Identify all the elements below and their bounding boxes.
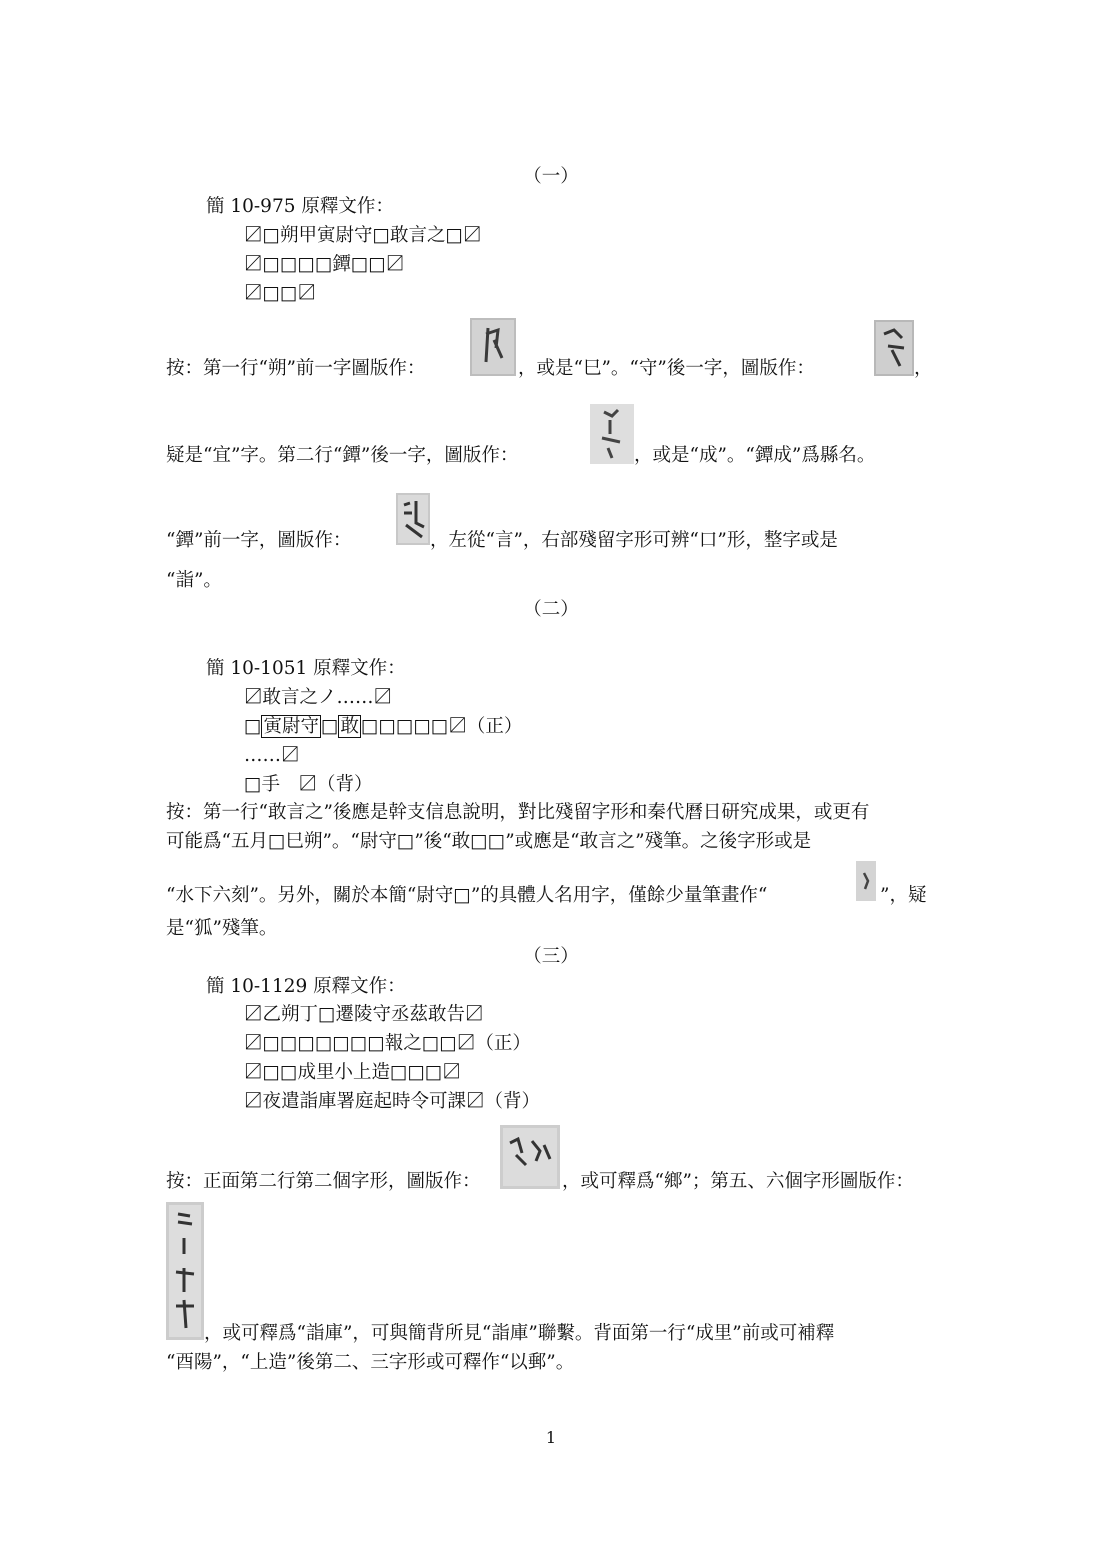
boxed-characters: 敢	[340, 716, 359, 737]
section-3-transcription-line: 〼□□□□□□□報之□□〼（正）	[244, 1033, 531, 1054]
section-2-note: 按：第一行“敢言之”後應是幹支信息說明，對比殘留字形和秦代曆日研究成果，或更有	[166, 802, 870, 823]
slip-fragment-image	[396, 493, 430, 545]
section-1-transcription-line: 〼□□〼	[244, 283, 316, 304]
plain-glyph: □□□□□〼（正）	[361, 716, 523, 737]
section-3-note: 按：正面第二行第二個字形，圖版作：	[166, 1171, 481, 1192]
section-1-note: ，左從“言”，右部殘留字形可辨“口”形，整字或是	[430, 530, 838, 551]
page-number: 1	[545, 1428, 557, 1447]
slip-fragment-image	[166, 1202, 204, 1340]
section-1-note: “鐔”前一字，圖版作：	[166, 530, 352, 551]
slip-fragment-image	[590, 404, 634, 464]
section-2-note: 可能爲“五月□巳朔”。“尉守□”後“敢□□”或應是“敢言之”殘筆。之後字形或是	[166, 831, 812, 852]
slip-fragment-image	[470, 318, 516, 376]
boxed-characters: 寅尉守	[263, 716, 319, 737]
section-1-note: ，	[914, 358, 933, 379]
section-2-note: 是“狐”殘筆。	[166, 918, 278, 939]
section-2-note: ”，疑	[880, 885, 927, 906]
section-2-heading: （二）	[523, 599, 579, 620]
plain-glyph: □	[244, 716, 262, 737]
section-2-transcription-line: ……〼	[244, 745, 300, 766]
section-2-transcription-line: □手 〼（背）	[244, 774, 373, 795]
section-1-note: 疑是“宜”字。第二行“鐔”後一字，圖版作：	[166, 445, 519, 466]
slip-fragment-image	[856, 861, 876, 901]
section-3-slip-label: 簡 10-1129 原釋文作：	[206, 976, 406, 997]
section-1-note: ，或是“成”。“鐔成”爲縣名。	[634, 445, 876, 466]
section-2-transcription-line	[244, 715, 522, 739]
section-3-note: ，或可釋爲“鄉”；第五、六個字形圖版作：	[562, 1171, 914, 1192]
section-3-transcription-line: 〼□□成里小上造□□□〼	[244, 1062, 461, 1083]
slip-fragment-image	[500, 1125, 560, 1189]
section-2-note: “水下六刻”。另外，關於本簡“尉守□”的具體人名用字，僅餘少量筆畫作“	[166, 885, 768, 906]
section-1-transcription-line: 〼□□□□鐔□□〼	[244, 254, 405, 275]
section-3-heading: （三）	[523, 946, 579, 967]
section-3-transcription-line: 〼乙朔丁□遷陵守丞茲敢告〼	[244, 1004, 484, 1025]
section-3-note: “酉陽”，“上造”後第二、三字形或可釋作“以郵”。	[166, 1352, 575, 1373]
slip-fragment-image	[874, 320, 914, 376]
plain-glyph: □	[321, 716, 339, 737]
section-1-note: ，或是“巳”。“守”後一字，圖版作：	[518, 358, 815, 379]
section-1-note: 按：第一行“朔”前一字圖版作：	[166, 358, 426, 379]
section-2-transcription-line: 〼敢言之ノ……〼	[244, 687, 393, 708]
section-3-note: ，或可釋爲“詣庫”，可與簡背所見“詣庫”聯繫。背面第一行“成里”前或可補釋	[204, 1323, 835, 1344]
section-3-transcription-line: 〼夜遣詣庫署庭起時令可課〼（背）	[244, 1091, 541, 1112]
section-1-transcription-line: 〼□朔甲寅尉守□敢言之□〼	[244, 225, 482, 246]
section-1-note: “詣”。	[166, 570, 222, 591]
section-1-heading: （一）	[523, 166, 579, 187]
section-1-slip-label: 簡 10-975 原釋文作：	[206, 196, 394, 217]
section-2-slip-label: 簡 10-1051 原釋文作：	[206, 658, 406, 679]
